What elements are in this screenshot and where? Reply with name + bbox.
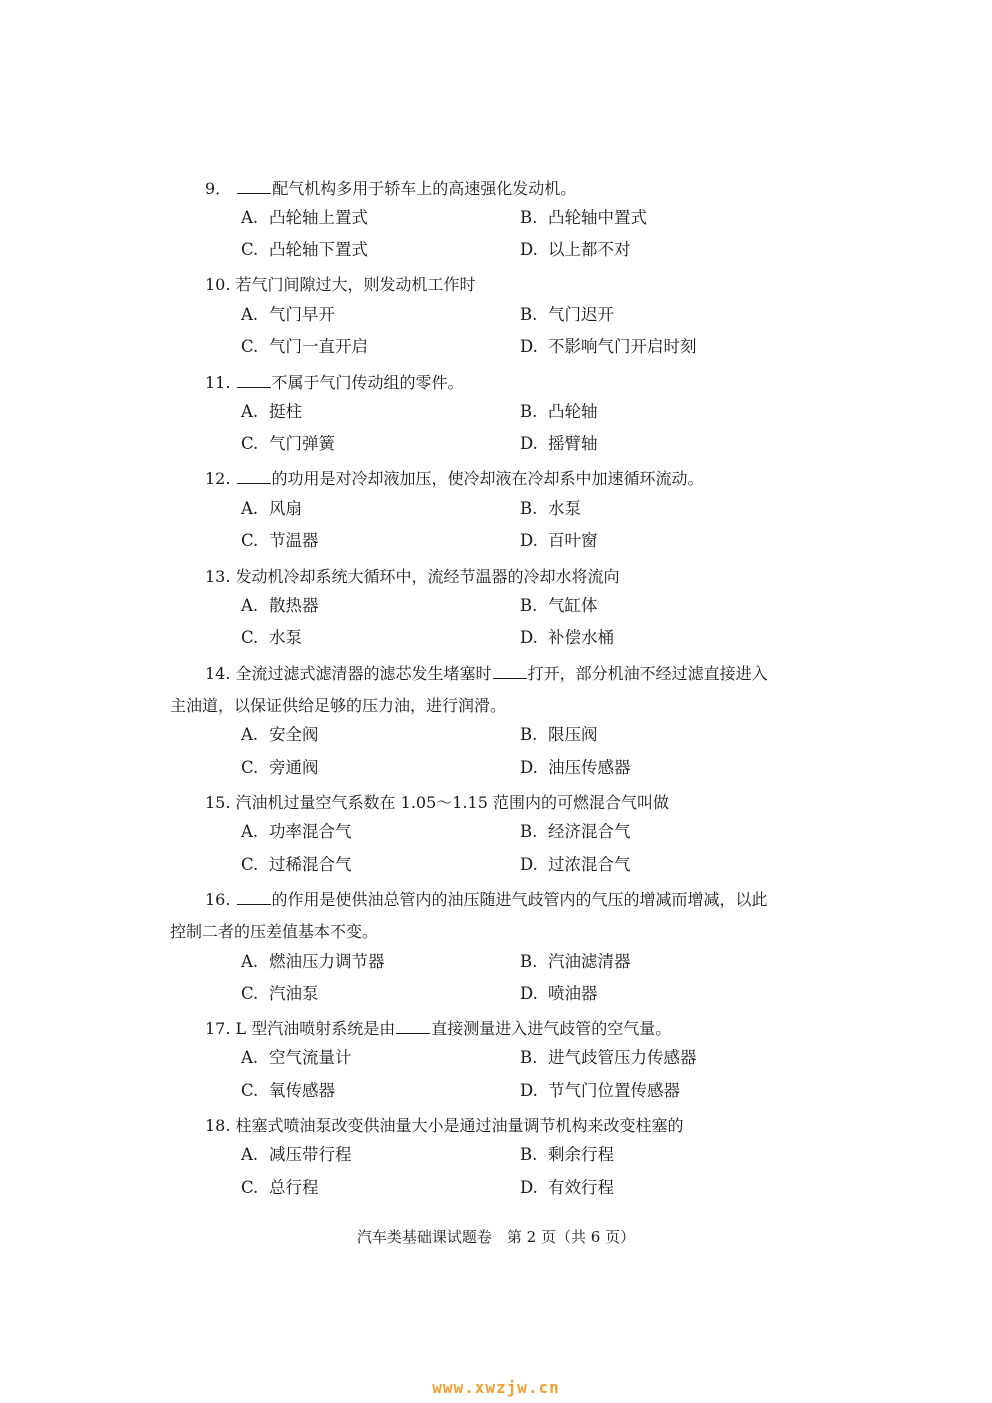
option-b: B. 经济混合气 [520,822,631,841]
option-a: A. 功率混合气 [241,822,352,841]
question-number: 13. [205,567,231,586]
option-a: A. 减压带行程 [241,1145,352,1164]
option-d: D. 节气门位置传感器 [520,1081,680,1100]
page-footer: 汽车类基础课试题卷 第 2 页（共 6 页） [356,1228,636,1246]
option-b: B. 剩余行程 [520,1145,614,1164]
option-b: B. 凸轮轴中置式 [520,208,647,227]
question-15-stem [205,790,669,813]
question-16-stem [205,887,768,910]
question-text-cont: 直接测量进入进气歧管的空气量。 [431,1019,672,1038]
question-14-stem-line2: 主油道，以保证供给足够的压力油，进行润滑。 [170,696,507,715]
option-d: D. 以上都不对 [520,240,631,259]
option-b: B. 限压阀 [520,725,598,744]
question-text: 柱塞式喷油泵改变供油量大小是通过油量调节机构来改变柱塞的 [235,1116,684,1135]
option-c: C. 气门一直开启 [241,337,368,356]
option-d: D. 摇臂轴 [520,434,598,453]
question-13-stem [205,564,620,587]
option-a: A. 风扇 [241,499,302,518]
question-text: 发动机冷却系统大循环中，流经节温器的冷却水将流向 [235,567,620,586]
option-d: D. 油压传感器 [520,758,631,777]
question-text: 全流过滤式滤清器的滤芯发生堵塞时 [235,664,492,683]
answer-blank [237,890,271,905]
option-d: D. 百叶窗 [520,531,598,550]
question-number: 10. [205,275,231,294]
answer-blank [237,373,271,388]
answer-blank [237,469,271,484]
option-a: A. 挺柱 [241,402,302,421]
option-c: C. 氧传感器 [241,1081,335,1100]
question-text: 汽油机过量空气系数在 1.05～1.15 范围内的可燃混合气叫做 [235,793,669,812]
option-c: C. 过稀混合气 [241,855,352,874]
question-number: 17. [205,1019,231,1038]
question-text: 配气机构多用于轿车上的高速强化发动机。 [272,179,577,198]
option-d: D. 补偿水桶 [520,628,614,647]
option-c: C. 水泵 [241,628,302,647]
option-c: C. 汽油泵 [241,984,319,1003]
answer-blank [396,1019,430,1034]
option-c: C. 旁通阀 [241,758,319,777]
option-c: C. 节温器 [241,531,319,550]
question-number: 15. [205,793,231,812]
question-text: 不属于气门传动组的零件。 [271,373,464,392]
option-c: C. 气门弹簧 [241,434,335,453]
option-b: B. 气门迟开 [520,305,614,324]
question-text: 的作用是使供油总管内的油压随进气歧管内的气压的增减而增减，以此 [271,890,768,909]
option-d: D. 不影响气门开启时刻 [520,337,697,356]
question-number: 18. [205,1116,231,1135]
question-text: 若气门间隙过大，则发动机工作时 [235,275,476,294]
question-number: 12. [205,469,231,488]
option-b: B. 气缸体 [520,596,598,615]
question-18-stem [205,1113,684,1136]
option-a: A. 空气流量计 [241,1048,352,1067]
site-watermark: www.xwzjw.cn [432,1378,560,1397]
question-14-stem [205,661,768,684]
option-d: D. 喷油器 [520,984,598,1003]
option-c: C. 总行程 [241,1178,319,1197]
option-a: A. 安全阀 [241,725,319,744]
question-12-stem [205,466,704,489]
question-number: 14. [205,664,231,683]
question-16-stem-line2: 控制二者的压差值基本不变。 [170,922,379,941]
option-a: A. 气门早开 [241,305,335,324]
question-number: 16. [205,890,231,909]
question-text: L 型汽油喷射系统是由 [235,1019,396,1038]
question-text: 的功用是对冷却液加压，使冷却液在冷却系中加速循环流动。 [271,469,704,488]
question-text-cont: 打开，部分机油不经过滤直接进入 [527,664,768,683]
question-11-stem [205,370,464,393]
question-17-stem [205,1016,671,1039]
option-c: C. 凸轮轴下置式 [241,240,368,259]
option-a: A. 燃油压力调节器 [241,952,385,971]
answer-blank [237,179,271,194]
option-d: D. 有效行程 [520,1178,614,1197]
question-9-stem [205,176,576,199]
question-number: 9． [205,179,232,198]
option-b: B. 进气歧管压力传感器 [520,1048,697,1067]
option-a: A. 凸轮轴上置式 [241,208,368,227]
answer-blank [493,664,527,679]
question-10-stem [205,272,476,295]
option-b: B. 水泵 [520,499,581,518]
option-a: A. 散热器 [241,596,319,615]
option-b: B. 凸轮轴 [520,402,598,421]
option-d: D. 过浓混合气 [520,855,631,874]
question-number: 11. [205,373,231,392]
option-b: B. 汽油滤清器 [520,952,631,971]
